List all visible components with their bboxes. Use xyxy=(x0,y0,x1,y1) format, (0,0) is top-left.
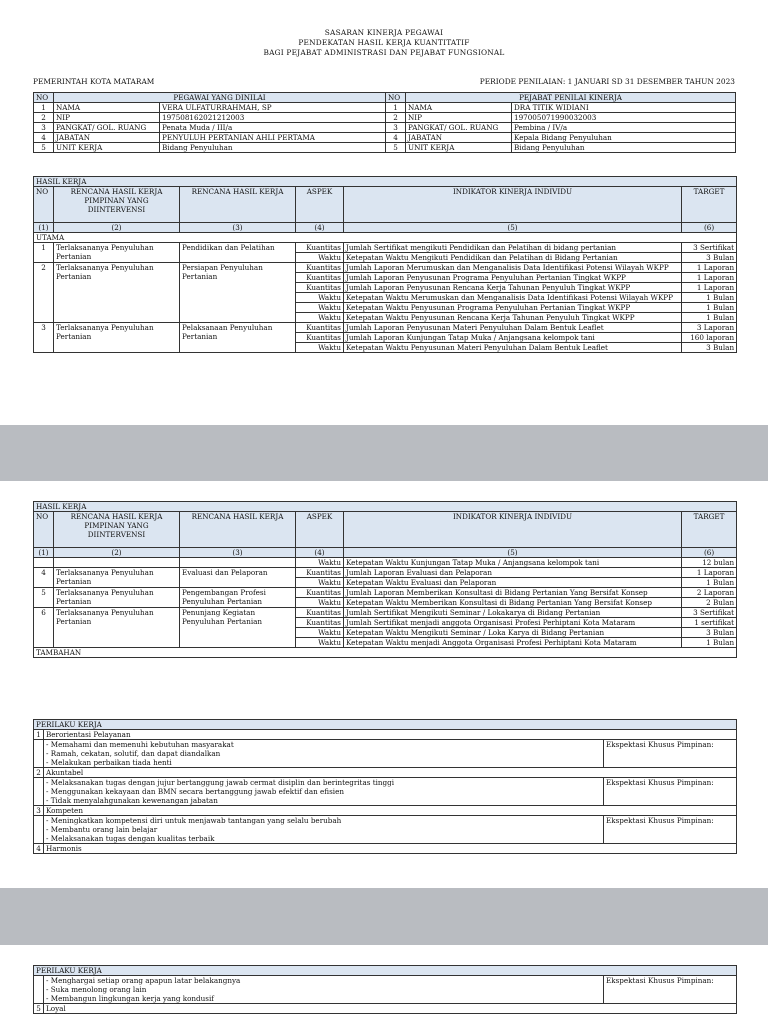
doc-title-1: SASARAN KINERJA PEGAWAI xyxy=(324,28,444,37)
target: 1 Bulan xyxy=(682,638,737,648)
column-header: INDIKATOR KINERJA INDIVIDU xyxy=(344,512,682,548)
pegawai-dinilai-header: PEGAWAI YANG DINILAI xyxy=(54,93,386,103)
target: 1 Bulan xyxy=(682,578,737,588)
indikator: Ketepatan Waktu Mengikuti Pendidikan dan Pelatihan di Bidang Pertanian xyxy=(344,253,682,263)
rhk: Pendidikan dan Pelatihan xyxy=(180,243,296,263)
row-number: 1 xyxy=(34,103,54,113)
column-number: (4) xyxy=(296,223,344,233)
column-header: INDIKATOR KINERJA INDIVIDU xyxy=(344,187,682,223)
rhk-pimpinan: Terlaksananya Penyuluhan Pertanian xyxy=(54,568,180,588)
target: 3 Bulan xyxy=(682,628,737,638)
perilaku-point: - Ramah, cekatan, solutif, dan dapat diandalkan xyxy=(46,749,221,758)
target: 1 Laporan xyxy=(682,273,737,283)
field-label: JABATAN xyxy=(54,133,160,143)
ekspektasi-label: Ekspektasi Khusus Pimpinan: xyxy=(604,816,737,844)
no-header: NO xyxy=(34,93,54,103)
doc-title-3: BAGI PEJABAT ADMINISTRASI DAN PEJABAT FUNGSIONAL xyxy=(263,48,505,57)
hasil-kerja-table-page2 xyxy=(33,501,737,658)
hasil-kerja-row xyxy=(34,568,737,578)
perilaku-kerja-table-page3 xyxy=(33,965,737,1014)
column-header: TARGET xyxy=(682,187,737,223)
hasil-kerja-title: HASIL KERJA xyxy=(34,502,737,512)
row-number: 1 xyxy=(34,243,54,263)
target: 1 Laporan xyxy=(682,283,737,293)
perilaku-kerja-table xyxy=(33,719,737,854)
section-title-row xyxy=(34,966,737,976)
column-header: TARGET xyxy=(682,512,737,548)
target: 2 Bulan xyxy=(682,598,737,608)
target: 3 Sertifikat xyxy=(682,608,737,618)
column-header: NO xyxy=(34,512,54,548)
rhk: Evaluasi dan Pelaporan xyxy=(180,568,296,588)
column-number: (2) xyxy=(54,223,180,233)
perilaku-item-row xyxy=(34,768,737,778)
perilaku-name: Kompeten xyxy=(44,806,737,816)
perilaku-points xyxy=(44,778,604,806)
perilaku-points xyxy=(44,740,604,768)
tambahan-label: TAMBAHAN xyxy=(34,648,737,658)
row-number: 4 xyxy=(34,568,54,588)
target: 1 Laporan xyxy=(682,568,737,578)
pegawai-row xyxy=(34,143,736,153)
aspek: Kuantitas xyxy=(296,283,344,293)
indikator: Jumlah Laporan Memberikan Konsultasi di Bidang Pertanian Yang Bersifat Konsep xyxy=(344,588,682,598)
column-header: ASPEK xyxy=(296,187,344,223)
indikator: Ketepatan Waktu Penyusunan Programa Penyuluhan Pertanian Tingkat WKPP xyxy=(344,303,682,313)
perilaku-name: Akuntabel xyxy=(44,768,737,778)
indikator: Ketepatan Waktu Kunjungan Tatap Muka / Anjangsana kelompok tani xyxy=(344,558,682,568)
perilaku-item-row xyxy=(34,1004,737,1014)
perilaku-points xyxy=(44,976,604,1004)
row-number: 1 xyxy=(386,103,406,113)
indikator: Jumlah Sertifikat menjadi anggota Organisasi Profesi Perhiptani Kota Mataram xyxy=(344,618,682,628)
row-number: 4 xyxy=(386,133,406,143)
no-header: NO xyxy=(386,93,406,103)
rhk-pimpinan: Terlaksananya Penyuluhan Pertanian xyxy=(54,323,180,353)
target: 1 Bulan xyxy=(682,303,737,313)
indikator: Ketepatan Waktu Memberikan Konsultasi di Bidang Pertanian Yang Bersifat Konsep xyxy=(344,598,682,608)
column-number: (3) xyxy=(180,548,296,558)
pegawai-table xyxy=(33,92,736,153)
field-label: UNIT KERJA xyxy=(406,143,512,153)
document-page-1 xyxy=(0,0,768,425)
perilaku-name: Loyal xyxy=(44,1004,737,1014)
document-page-2 xyxy=(0,481,768,888)
rhk-pimpinan: Terlaksananya Penyuluhan Pertanian xyxy=(54,588,180,608)
row-number: 1 xyxy=(34,730,44,740)
field-label: JABATAN xyxy=(406,133,512,143)
tambahan-row xyxy=(34,648,737,658)
row-number: 5 xyxy=(386,143,406,153)
perilaku-points xyxy=(44,816,604,844)
penilai-value: Kepala Bidang Penyuluhan xyxy=(512,133,736,143)
rhk-pimpinan: Terlaksananya Penyuluhan Pertanian xyxy=(54,243,180,263)
hasil-kerja-row xyxy=(34,558,737,568)
row-number: 2 xyxy=(34,113,54,123)
target: 3 Sertifikat xyxy=(682,243,737,253)
column-number: (5) xyxy=(344,223,682,233)
indikator: Ketepatan Waktu Merumuskan dan Menganalisis Data Identifikasi Potensi Wilayah WKPP xyxy=(344,293,682,303)
rhk-pimpinan: Terlaksananya Penyuluhan Pertanian xyxy=(54,263,180,323)
pejabat-penilai-header: PEJABAT PENILAI KINERJA xyxy=(406,93,736,103)
column-number: (6) xyxy=(682,223,737,233)
hasil-kerja-row xyxy=(34,323,737,333)
column-number: (6) xyxy=(682,548,737,558)
perilaku-point: - Memahami dan memenuhi kebutuhan masyarakat xyxy=(46,740,234,749)
target: 1 Bulan xyxy=(682,313,737,323)
perilaku-point: - Meningkatkan kompetensi diri untuk menjawab tantangan yang selalu berubah xyxy=(46,816,342,825)
penilai-value: 197005071990032003 xyxy=(512,113,736,123)
aspek: Waktu xyxy=(296,558,344,568)
aspek: Kuantitas xyxy=(296,323,344,333)
row-number: 2 xyxy=(34,263,54,323)
column-header-row xyxy=(34,187,737,223)
indikator: Jumlah Sertifikat Mengikuti Seminar / Lokakarya di Bidang Pertanian xyxy=(344,608,682,618)
column-header: RENCANA HASIL KERJA PIMPINAN YANG DIINTERVENSI xyxy=(54,187,180,223)
rhk: Pengembangan Profesi Penyuluhan Pertanian xyxy=(180,588,296,608)
row-number: 4 xyxy=(34,133,54,143)
row-number: 3 xyxy=(34,323,54,353)
document-page-3 xyxy=(0,945,768,1024)
perilaku-name: Harmonis xyxy=(44,844,737,854)
row-number: 3 xyxy=(34,123,54,133)
aspek: Kuantitas xyxy=(296,333,344,343)
field-label: NAMA xyxy=(54,103,160,113)
perilaku-point: - Membantu orang lain belajar xyxy=(46,825,158,834)
column-header: RENCANA HASIL KERJA xyxy=(180,187,296,223)
pegawai-row xyxy=(34,133,736,143)
indikator: Ketepatan Waktu menjadi Anggota Organisasi Profesi Perhiptani Kota Mataram xyxy=(344,638,682,648)
instansi-label: PEMERINTAH KOTA MATARAM xyxy=(33,77,155,86)
target: 3 Bulan xyxy=(682,253,737,263)
pegawai-value: 197508162021212003 xyxy=(160,113,386,123)
perilaku-point: - Melaksanakan tugas dengan jujur bertanggung jawab cermat disiplin dan berintegritas tinggi xyxy=(46,778,395,787)
target: 3 Bulan xyxy=(682,343,737,353)
indikator: Jumlah Sertifikat mengikuti Pendidikan dan Pelatihan di bidang pertanian xyxy=(344,243,682,253)
aspek: Waktu xyxy=(296,628,344,638)
aspek: Waktu xyxy=(296,578,344,588)
row-number: 2 xyxy=(34,768,44,778)
column-number: (5) xyxy=(344,548,682,558)
perilaku-kerja-title: PERILAKU KERJA xyxy=(34,720,737,730)
doc-title-2: PENDEKATAN HASIL KERJA KUANTITATIF xyxy=(298,38,470,47)
pegawai-value: Bidang Penyuluhan xyxy=(160,143,386,153)
column-number: (2) xyxy=(54,548,180,558)
aspek: Kuantitas xyxy=(296,618,344,628)
periode-label: PERIODE PENILAIAN: 1 JANUARI SD 31 DESEMBER TAHUN 2023 xyxy=(479,77,735,86)
target: 1 sertifikat xyxy=(682,618,737,628)
field-label: PANGKAT/ GOL. RUANG xyxy=(54,123,160,133)
penilai-value: Pembina / IV/a xyxy=(512,123,736,133)
perilaku-point: - Tidak menyalahgunakan kewenangan jabatan xyxy=(46,796,218,805)
aspek: Waktu xyxy=(296,598,344,608)
perilaku-item-row xyxy=(34,806,737,816)
utama-label: UTAMA xyxy=(34,233,737,243)
perilaku-kerja-title: PERILAKU KERJA xyxy=(34,966,737,976)
hasil-kerja-row xyxy=(34,608,737,618)
row-number: 3 xyxy=(34,806,44,816)
hasil-kerja-table-page1 xyxy=(33,176,737,353)
rhk: Penunjang Kegiatan Penyuluhan Pertanian xyxy=(180,608,296,648)
aspek: Kuantitas xyxy=(296,588,344,598)
column-number: (1) xyxy=(34,548,54,558)
hasil-kerja-title: HASIL KERJA xyxy=(34,177,737,187)
aspek: Kuantitas xyxy=(296,608,344,618)
perilaku-item-row xyxy=(34,844,737,854)
aspek: Waktu xyxy=(296,343,344,353)
indikator: Jumlah Laporan Merumuskan dan Menganalisis Data Identifikasi Potensi Wilayah WKPP xyxy=(344,263,682,273)
hasil-kerja-row xyxy=(34,243,737,253)
pegawai-value: Penata Muda / III/a xyxy=(160,123,386,133)
indikator: Ketepatan Waktu Penyusunan Rencana Kerja Tahunan Penyuluh Tingkat WKPP xyxy=(344,313,682,323)
aspek: Waktu xyxy=(296,313,344,323)
perilaku-points-row xyxy=(34,976,737,1004)
column-number: (3) xyxy=(180,223,296,233)
indikator: Jumlah Laporan Penyusunan Rencana Kerja Tahunan Penyuluh Tingkat WKPP xyxy=(344,283,682,293)
section-title-row xyxy=(34,720,737,730)
perilaku-point: - Melakukan perbaikan tiada henti xyxy=(46,758,172,767)
target: 160 laporan xyxy=(682,333,737,343)
aspek: Waktu xyxy=(296,293,344,303)
perilaku-name: Berorientasi Pelayanan xyxy=(44,730,737,740)
column-header: ASPEK xyxy=(296,512,344,548)
target: 1 Bulan xyxy=(682,293,737,303)
pegawai-value: VERA ULFATURRAHMAH, SP xyxy=(160,103,386,113)
ekspektasi-label: Ekspektasi Khusus Pimpinan: xyxy=(604,740,737,768)
aspek: Waktu xyxy=(296,253,344,263)
field-label: UNIT KERJA xyxy=(54,143,160,153)
hasil-kerja-row xyxy=(34,263,737,273)
indikator: Ketepatan Waktu Penyusunan Materi Penyuluhan Dalam Bentuk Leaflet xyxy=(344,343,682,353)
column-number-row xyxy=(34,223,737,233)
pegawai-value: PENYULUH PERTANIAN AHLI PERTAMA xyxy=(160,133,386,143)
ekspektasi-label: Ekspektasi Khusus Pimpinan: xyxy=(604,976,737,1004)
aspek: Waktu xyxy=(296,638,344,648)
pegawai-row xyxy=(34,123,736,133)
indikator: Jumlah Laporan Evaluasi dan Pelaporan xyxy=(344,568,682,578)
row-number: 3 xyxy=(386,123,406,133)
perilaku-item-row xyxy=(34,730,737,740)
penilai-value: DRA TITIK WIDIANI xyxy=(512,103,736,113)
column-number-row xyxy=(34,548,737,558)
column-number: (4) xyxy=(296,548,344,558)
perilaku-point: - Membangun lingkungan kerja yang kondusif xyxy=(46,994,214,1003)
column-header: RENCANA HASIL KERJA xyxy=(180,512,296,548)
target: 2 Laporan xyxy=(682,588,737,598)
row-number: 4 xyxy=(34,844,44,854)
penilai-value: Bidang Penyuluhan xyxy=(512,143,736,153)
perilaku-points-row xyxy=(34,816,737,844)
perilaku-point: - Melaksanakan tugas dengan kualitas terbaik xyxy=(46,834,215,843)
indikator: Jumlah Laporan Penyusunan Programa Penyuluhan Pertanian Tingkat WKPP xyxy=(344,273,682,283)
indikator: Jumlah Laporan Kunjungan Tatap Muka / Anjangsana kelompok tani xyxy=(344,333,682,343)
indikator: Ketepatan Waktu Mengikuti Seminar / Loka Karya di Bidang Pertanian xyxy=(344,628,682,638)
utama-row xyxy=(34,233,737,243)
row-number: 5 xyxy=(34,1004,44,1014)
row-number: 5 xyxy=(34,143,54,153)
column-header: RENCANA HASIL KERJA PIMPINAN YANG DIINTERVENSI xyxy=(54,512,180,548)
field-label: NIP xyxy=(54,113,160,123)
pegawai-row xyxy=(34,113,736,123)
row-number: 5 xyxy=(34,588,54,608)
section-title-row xyxy=(34,502,737,512)
rhk: Pelaksanaan Penyuluhan Pertanian xyxy=(180,323,296,353)
aspek: Kuantitas xyxy=(296,568,344,578)
perilaku-points-row xyxy=(34,778,737,806)
field-label: PANGKAT/ GOL. RUANG xyxy=(406,123,512,133)
aspek: Kuantitas xyxy=(296,273,344,283)
hasil-kerja-row xyxy=(34,588,737,598)
target: 12 bulan xyxy=(682,558,737,568)
row-number: 2 xyxy=(386,113,406,123)
rhk: Persiapan Penyuluhan Pertanian xyxy=(180,263,296,323)
perilaku-point: - Menggunakan kekayaan dan BMN secara bertanggung jawab efektif dan efisien xyxy=(46,787,344,796)
perilaku-point: - Menghargai setiap orang apapun latar belakangnya xyxy=(46,976,241,985)
column-header: NO xyxy=(34,187,54,223)
perilaku-points-row xyxy=(34,740,737,768)
column-number: (1) xyxy=(34,223,54,233)
column-header-row xyxy=(34,512,737,548)
target: 1 Laporan xyxy=(682,263,737,273)
aspek: Kuantitas xyxy=(296,243,344,253)
aspek: Kuantitas xyxy=(296,263,344,273)
indikator: Ketepatan Waktu Evaluasi dan Pelaporan xyxy=(344,578,682,588)
aspek: Waktu xyxy=(296,303,344,313)
section-title-row xyxy=(34,177,737,187)
row-number: 6 xyxy=(34,608,54,648)
field-label: NIP xyxy=(406,113,512,123)
ekspektasi-label: Ekspektasi Khusus Pimpinan: xyxy=(604,778,737,806)
pegawai-row xyxy=(34,103,736,113)
target: 3 Laporan xyxy=(682,323,737,333)
rhk-pimpinan: Terlaksananya Penyuluhan Pertanian xyxy=(54,608,180,648)
field-label: NAMA xyxy=(406,103,512,113)
indikator: Jumlah Laporan Penyusunan Materi Penyuluhan Dalam Bentuk Leaflet xyxy=(344,323,682,333)
perilaku-point: - Suka menolong orang lain xyxy=(46,985,147,994)
